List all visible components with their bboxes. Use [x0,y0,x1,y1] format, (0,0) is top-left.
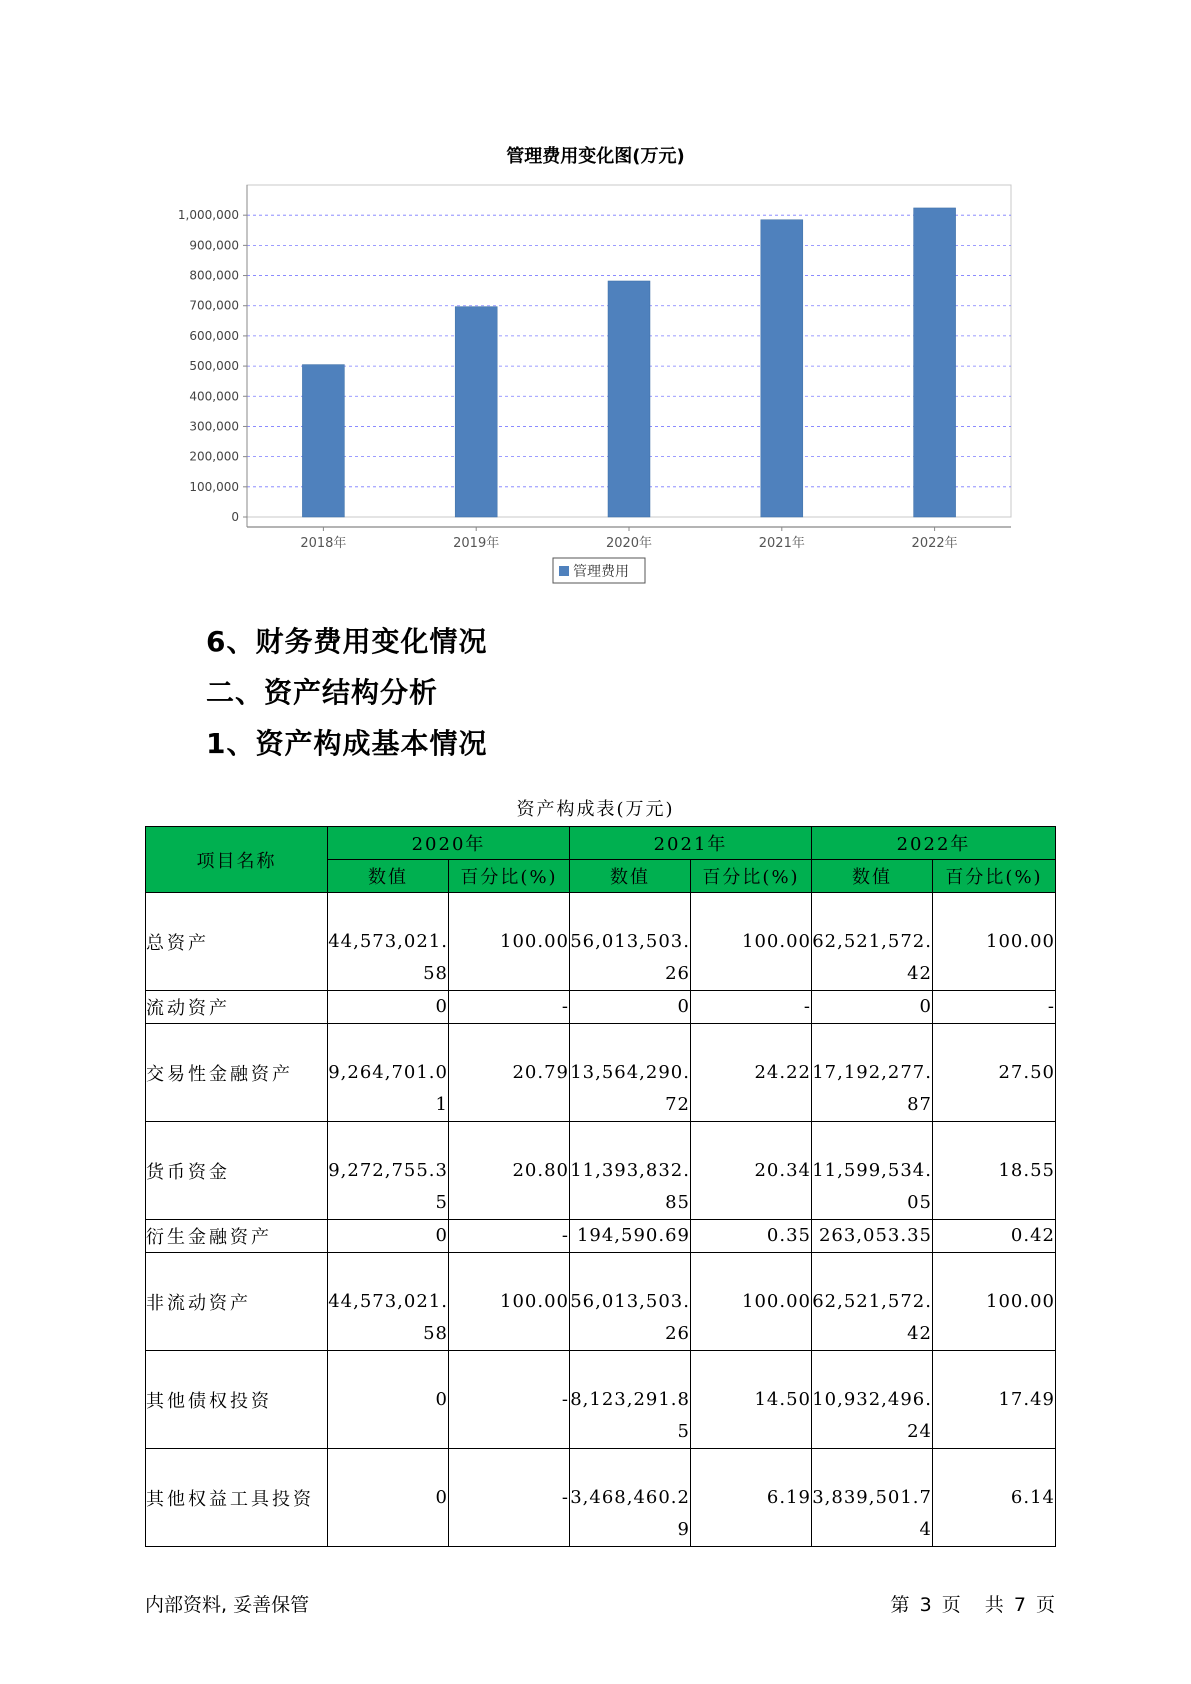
cell-percent: 100.00 [933,1253,1056,1351]
x-tick-label: 2021年 [758,536,805,551]
cell-percent: 0.42 [933,1220,1056,1253]
bar [302,365,344,517]
y-tick-label: 300,000 [189,419,239,434]
cell-value: 3,468,460.29 [570,1449,691,1547]
row-name: 总资产 [146,893,328,991]
footer-page-number [887,1590,1055,1617]
bar [761,220,803,517]
y-tick-label: 0 [231,510,239,524]
x-tick-label: 2022年 [911,536,958,551]
cell-percent: - [449,1220,570,1253]
bar [455,307,497,517]
page-label: 第 [890,1594,910,1616]
cell-percent: - [449,1449,570,1547]
row-name: 非流动资产 [146,1253,328,1351]
y-tick-label: 200,000 [189,449,239,464]
table-row [146,991,1056,1024]
cell-value: 8,123,291.85 [570,1351,691,1449]
cell-value: 0 [570,991,691,1024]
cell-percent: 100.00 [691,1253,812,1351]
cell-value: 0 [328,1220,449,1253]
cell-percent: - [691,991,812,1024]
x-tick-label: 2018年 [300,536,347,551]
cell-percent: 100.00 [449,893,570,991]
y-tick-label: 600,000 [189,328,239,343]
cell-percent: 20.80 [449,1122,570,1220]
y-tick-label: 1,000,000 [177,208,239,223]
heading-asset-composition: 1、资产构成基本情况 [206,727,488,760]
cell-value: 44,573,021.58 [328,1253,449,1351]
cell-value: 0 [812,991,933,1024]
row-name: 衍生金融资产 [146,1220,328,1253]
total-label: 共 [984,1594,1004,1616]
cell-percent: 20.34 [691,1122,812,1220]
cell-value: 0 [328,991,449,1024]
row-name: 其他权益工具投资 [146,1449,328,1547]
cell-value: 17,192,277.87 [812,1024,933,1122]
table-row [146,1122,1056,1220]
legend-label: 管理费用 [573,564,629,580]
cell-percent: 17.49 [933,1351,1056,1449]
cell-percent: 100.00 [933,893,1056,991]
table-row [146,893,1056,991]
cell-value: 0 [328,1449,449,1547]
row-name: 货币资金 [146,1122,328,1220]
cell-value: 13,564,290.72 [570,1024,691,1122]
header-value: 数值 [328,860,449,893]
cell-value: 10,932,496.24 [812,1351,933,1449]
cell-value: 62,521,572.42 [812,893,933,991]
cell-percent: 24.22 [691,1024,812,1122]
y-tick-label: 500,000 [189,359,239,374]
y-tick-label: 400,000 [189,389,239,404]
heading-finance-expense: 6、财务费用变化情况 [206,625,488,658]
cell-percent: 27.50 [933,1024,1056,1122]
cell-value: 3,839,501.74 [812,1449,933,1547]
x-tick-label: 2019年 [453,536,500,551]
y-tick-label: 800,000 [189,268,239,283]
table-row [146,1024,1056,1122]
chart-y-ticks [178,208,247,524]
table-row [146,1449,1056,1547]
table-row [146,1220,1056,1253]
chart-title: 管理费用变化图(万元) [506,146,685,167]
y-tick-label: 700,000 [189,298,239,313]
cell-value: 62,521,572.42 [812,1253,933,1351]
cell-percent: 100.00 [449,1253,570,1351]
table-caption: 资产构成表(万元) [516,799,675,820]
asset-composition-table [145,826,1056,1547]
cell-percent: 14.50 [691,1351,812,1449]
cell-percent: 6.14 [933,1449,1056,1547]
header-year-2020: 2020年 [328,827,570,860]
bar-chart [0,180,1191,600]
cell-value: 44,573,021.58 [328,893,449,991]
header-percent: 百分比(%) [449,860,570,893]
cell-value: 263,053.35 [812,1220,933,1253]
cell-value: 0 [328,1351,449,1449]
header-percent: 百分比(%) [933,860,1056,893]
cell-percent: 0.35 [691,1220,812,1253]
header-percent: 百分比(%) [691,860,812,893]
y-tick-label: 900,000 [189,238,239,253]
header-item-name: 项目名称 [146,827,328,893]
bar [914,208,956,517]
y-tick-label: 100,000 [189,479,239,494]
cell-percent: - [933,991,1056,1024]
heading-asset-structure: 二、资产结构分析 [206,676,439,709]
cell-percent: 18.55 [933,1122,1056,1220]
row-name: 流动资产 [146,991,328,1024]
header-year-2021: 2021年 [570,827,812,860]
table-row [146,1351,1056,1449]
cell-value: 11,393,832.85 [570,1122,691,1220]
bar [608,281,650,517]
cell-percent: 20.79 [449,1024,570,1122]
cell-percent: - [449,991,570,1024]
cell-value: 11,599,534.05 [812,1122,933,1220]
header-year-2022: 2022年 [812,827,1056,860]
cell-value: 56,013,503.26 [570,893,691,991]
page-label: 页 [941,1594,961,1616]
chart-legend [553,558,645,583]
cell-percent: 6.19 [691,1449,812,1547]
legend-swatch [559,566,569,576]
cell-value: 194,590.69 [570,1220,691,1253]
cell-value: 9,272,755.35 [328,1122,449,1220]
page-total: 7 [1013,1594,1026,1616]
footer-confidential-note: 内部资料, 妥善保管 [145,1594,310,1616]
total-label: 页 [1035,1594,1055,1616]
header-value: 数值 [812,860,933,893]
cell-value: 9,264,701.01 [328,1024,449,1122]
x-tick-label: 2020年 [605,536,653,551]
table-row [146,1253,1056,1351]
row-name: 交易性金融资产 [146,1024,328,1122]
cell-value: 56,013,503.26 [570,1253,691,1351]
cell-percent: - [449,1351,570,1449]
header-value: 数值 [570,860,691,893]
cell-percent: 100.00 [691,893,812,991]
row-name: 其他债权投资 [146,1351,328,1449]
page-current: 3 [919,1594,932,1616]
